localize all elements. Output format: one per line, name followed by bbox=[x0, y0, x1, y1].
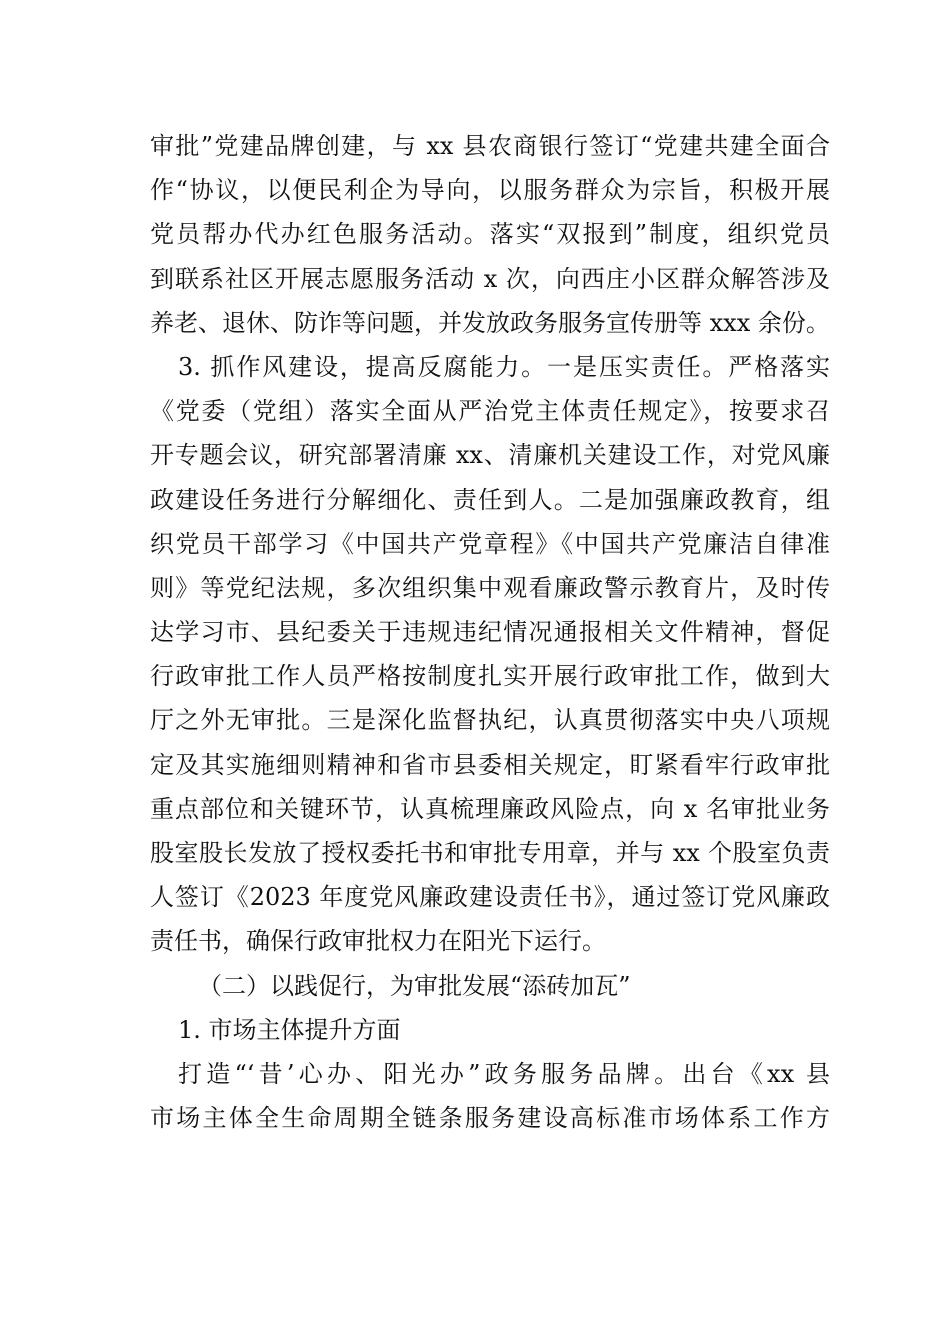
text-line: 政建设任务进行分解细化、责任到人。二是加强廉政教育，组 bbox=[150, 485, 830, 514]
text-line: 审批”党建品牌创建，与 xx 县农商银行签订“党建共建全面合 bbox=[150, 132, 830, 160]
text-line: 市场主体全生命周期全链条服务建设高标准市场体系工作方 bbox=[150, 1104, 830, 1133]
text-line: 厅之外无审批。三是深化监督执纪，认真贯彻落实中央八项规 bbox=[150, 706, 830, 735]
text-line: 开专题会议，研究部署清廉 xx、清廉机关建设工作，对党风廉 bbox=[150, 441, 830, 470]
body-text bbox=[150, 124, 830, 1140]
text-line: 行政审批工作人员严格按制度扎实开展行政审批工作，做到大 bbox=[150, 662, 830, 691]
text-line: 养老、退休、防诈等问题，并发放政务服务宣传册等 xxx 余份。 bbox=[150, 308, 830, 337]
text-line: 《党委（党组）落实全面从严治党主体责任规定》，按要求召 bbox=[150, 397, 830, 426]
text-line: 党员帮办代办红色服务活动。落实“双报到”制度，组织党员 bbox=[150, 220, 830, 249]
text-line: 股室股长发放了授权委托书和审批专用章，并与 xx 个股室负责 bbox=[150, 839, 830, 867]
text-line: 打造“‘昔’心办、阳光办”政务服务品牌。出台《xx 县 bbox=[178, 1059, 830, 1088]
text-line: 责任书，确保行政审批权力在阳光下运行。 bbox=[150, 927, 606, 956]
section-heading: （二）以践促行，为审批发展“添砖加瓦” bbox=[198, 971, 631, 1000]
text-line: 则》等党纪法规，多次组织集中观看廉政警示教育片，及时传 bbox=[150, 573, 830, 602]
subsection-heading: 1. 市场主体提升方面 bbox=[178, 1015, 401, 1044]
text-line: 达学习市、县纪委关于违规违纪情况通报相关文件精神，督促 bbox=[150, 618, 830, 647]
text-line: 人签订《2023 年度党风廉政建设责任书》，通过签订党风廉政 bbox=[150, 883, 830, 912]
text-line: 到联系社区开展志愿服务活动 x 次，向西庄小区群众解答涉及 bbox=[150, 264, 830, 293]
text-line: 定及其实施细则精神和省市县委相关规定，盯紧看牢行政审批 bbox=[150, 750, 830, 779]
text-line: 织党员干部学习《中国共产党章程》《中国共产党廉洁自律准 bbox=[150, 529, 830, 558]
text-line: 重点部位和关键环节，认真梳理廉政风险点，向 x 名审批业务 bbox=[150, 794, 830, 823]
text-line: 3. 抓作风建设，提高反腐能力。一是压实责任。严格落实 bbox=[178, 352, 830, 381]
text-line: 作“协议，以便民利企为导向，以服务群众为宗旨，积极开展 bbox=[150, 176, 830, 205]
